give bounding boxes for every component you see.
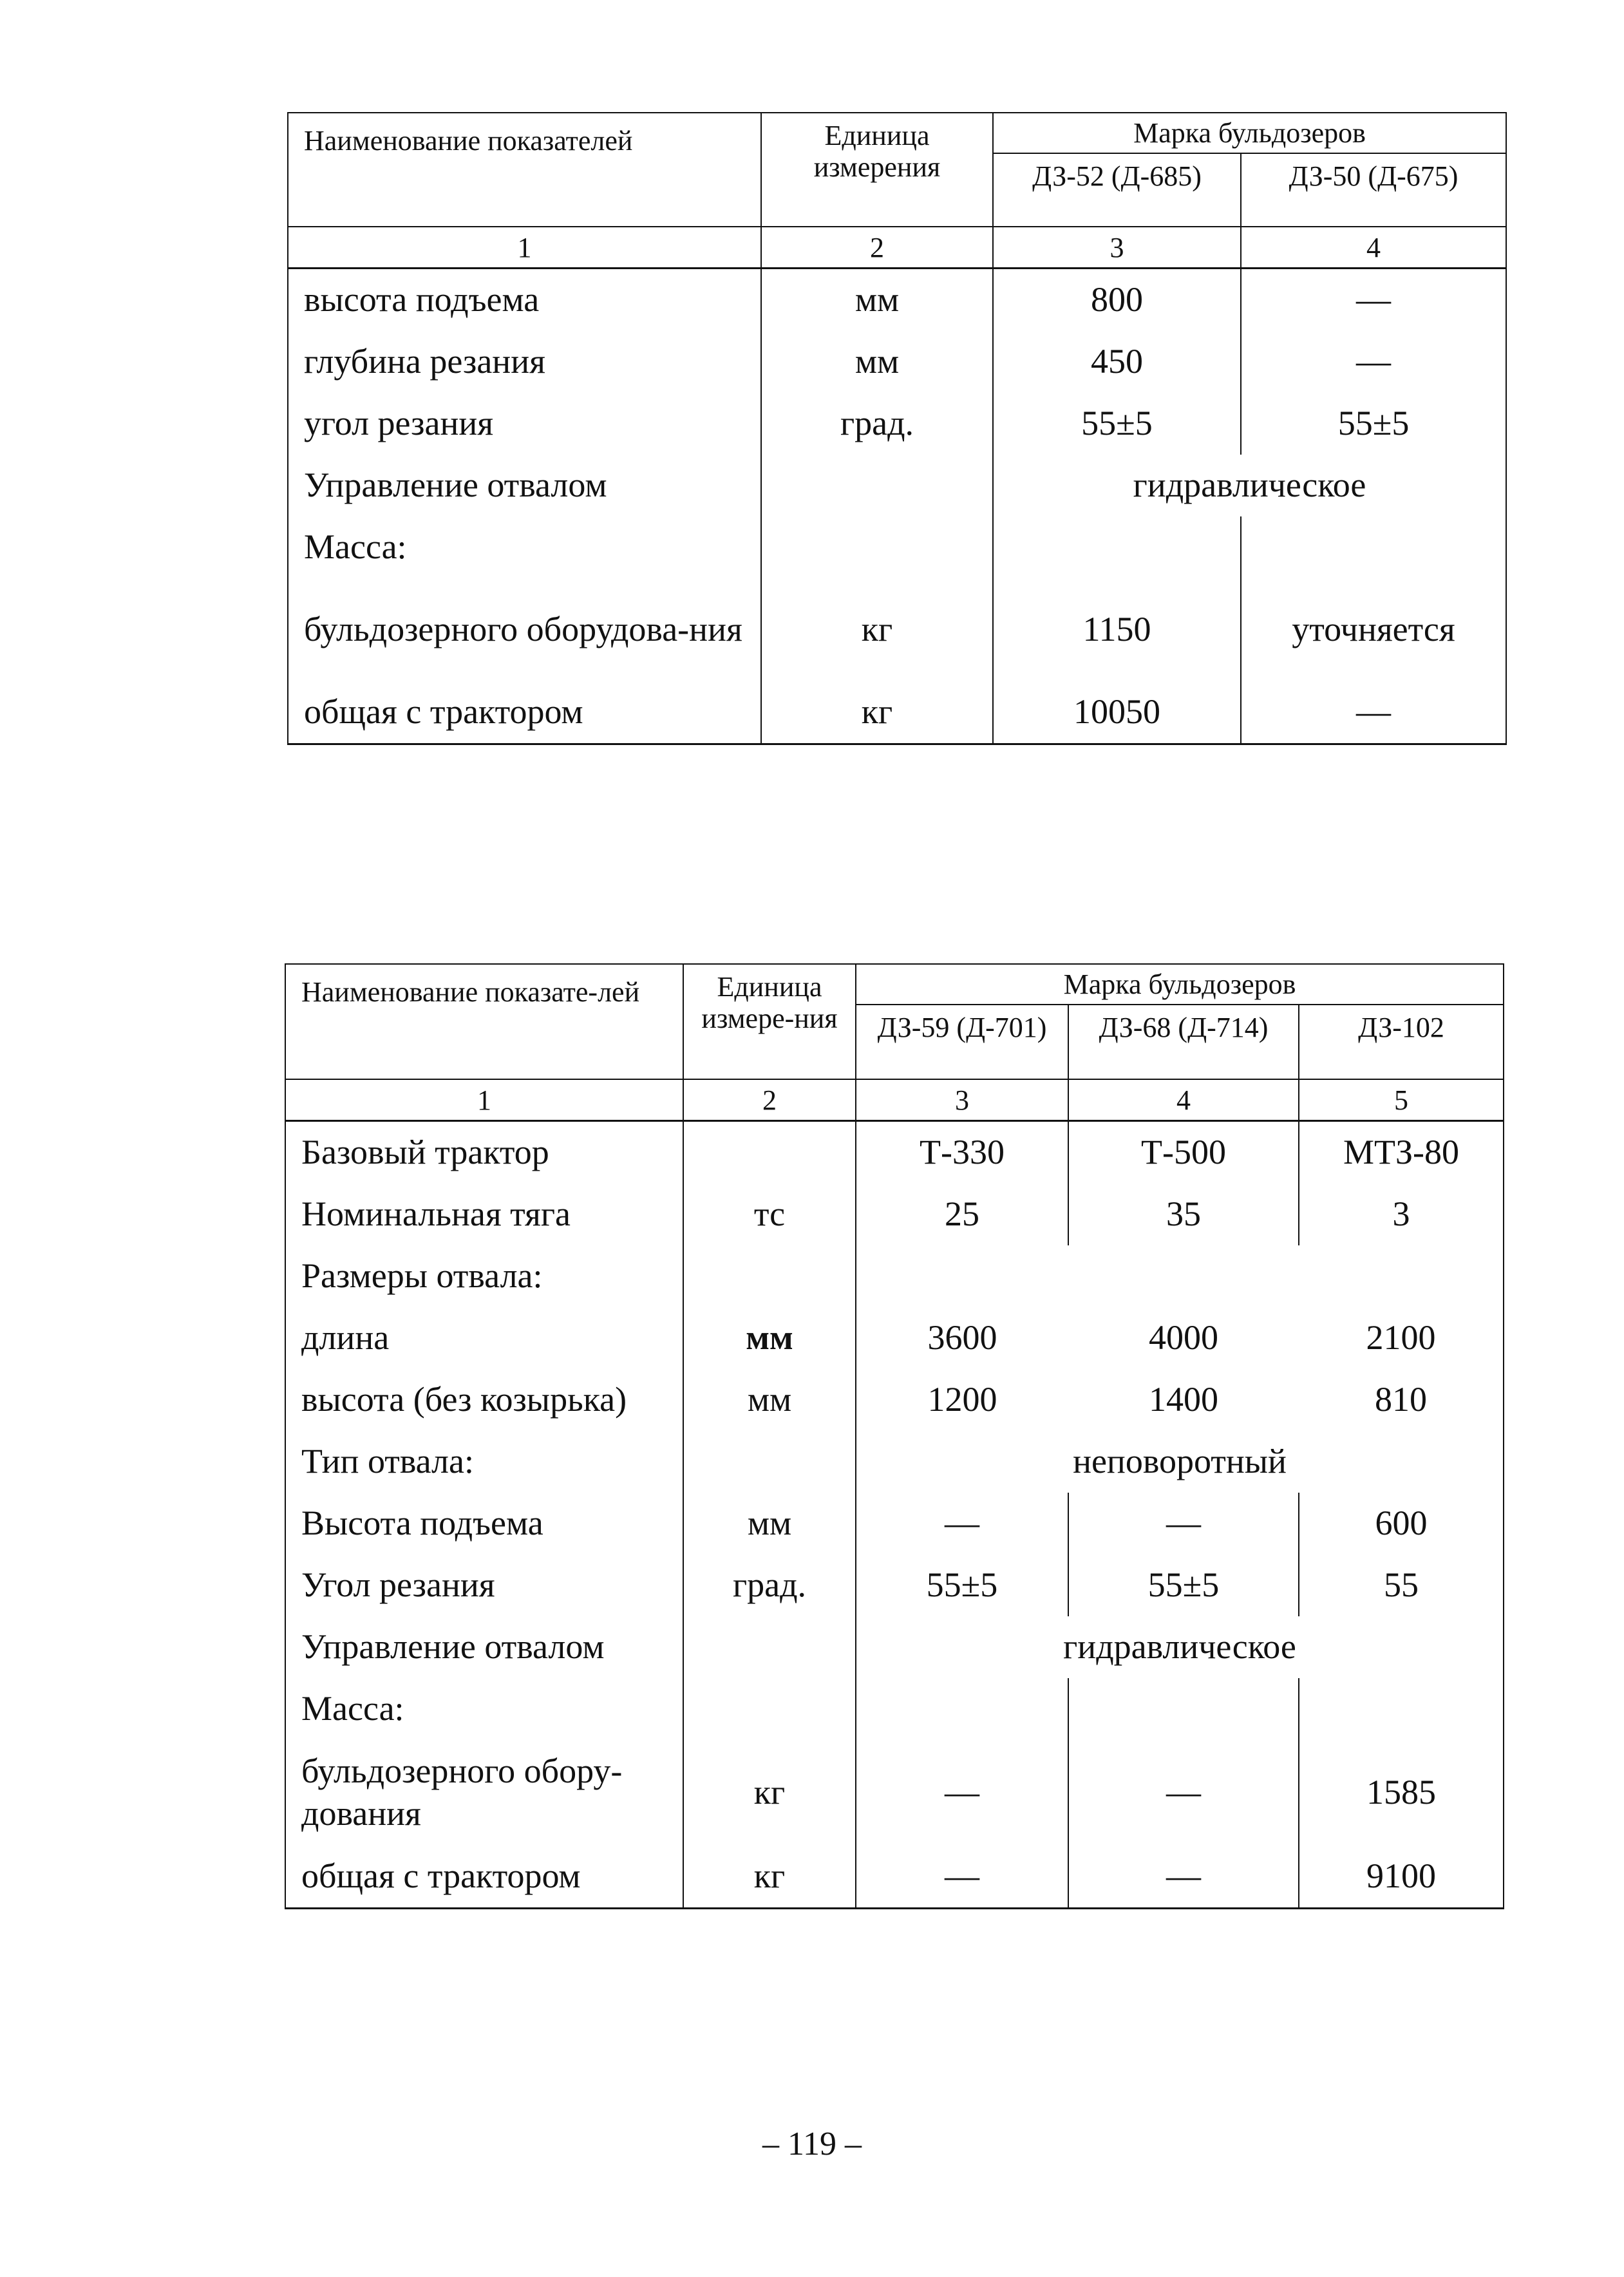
table-row <box>285 1493 1504 1554</box>
row-label: Масса: <box>288 516 761 578</box>
column-number: 2 <box>683 1079 856 1121</box>
row-unit <box>683 1678 856 1740</box>
row-unit <box>683 1431 856 1493</box>
header-model: ДЗ-59 (Д-701) <box>856 1005 1068 1079</box>
column-number: 4 <box>1068 1079 1299 1121</box>
row-unit <box>683 1616 856 1678</box>
table-row <box>285 1554 1504 1616</box>
row-value: — <box>1241 681 1506 744</box>
row-value: 55 <box>1299 1554 1504 1616</box>
header-brand-group: Марка бульдозеров <box>993 113 1506 153</box>
row-value: — <box>856 1740 1068 1846</box>
table-row <box>288 331 1506 393</box>
column-number: 5 <box>1299 1079 1504 1121</box>
row-value: 810 <box>1299 1369 1504 1431</box>
row-label: Управление отвалом <box>288 455 761 516</box>
table-row <box>285 1121 1504 1184</box>
column-number: 2 <box>761 227 993 269</box>
table-row <box>285 1740 1504 1846</box>
row-value: 35 <box>1068 1184 1299 1245</box>
row-label: Номинальная тяга <box>285 1184 683 1245</box>
row-value <box>993 516 1241 578</box>
row-value: Т-330 <box>856 1121 1068 1184</box>
row-label: бульдозерного оборудова-ния <box>288 578 761 681</box>
column-number: 1 <box>285 1079 683 1121</box>
row-value: 1150 <box>993 578 1241 681</box>
row-label: угол резания <box>288 393 761 455</box>
row-value: 9100 <box>1299 1846 1504 1909</box>
table-row <box>288 681 1506 744</box>
row-unit: мм <box>761 331 993 393</box>
row-value: 1400 <box>1149 1380 1218 1419</box>
row-value: — <box>1241 269 1506 332</box>
row-unit: кг <box>761 578 993 681</box>
row-value <box>1299 1245 1504 1307</box>
table-row <box>285 1307 1504 1369</box>
row-value: 25 <box>856 1184 1068 1245</box>
row-label: Угол резания <box>285 1554 683 1616</box>
row-label: Размеры отвала: <box>285 1245 683 1307</box>
row-value: — <box>1068 1740 1299 1846</box>
row-unit: мм <box>761 269 993 332</box>
row-unit: кг <box>683 1846 856 1909</box>
row-unit: кг <box>761 681 993 744</box>
column-number: 3 <box>856 1079 1068 1121</box>
row-value: 3600 <box>856 1307 1068 1369</box>
row-value: — <box>1068 1493 1299 1554</box>
row-value: 1585 <box>1299 1740 1504 1846</box>
page-number: – 119 – <box>762 2126 862 2162</box>
row-label: общая с трактором <box>285 1846 683 1909</box>
table-row <box>288 269 1506 332</box>
row-value: 55±5 <box>1241 393 1506 455</box>
row-value: — <box>856 1493 1068 1554</box>
header-name-column: Наименование показате-лей <box>285 964 683 1079</box>
row-value <box>1068 1678 1299 1740</box>
header-brand-group: Марка бульдозеров <box>856 964 1504 1005</box>
header-unit-column: Единица измерения <box>761 113 993 227</box>
table-row <box>288 516 1506 578</box>
row-value: 55±5 <box>1068 1554 1299 1616</box>
row-value <box>856 1678 1068 1740</box>
table-row <box>288 393 1506 455</box>
row-value: уточняется <box>1241 578 1506 681</box>
row-value: 800 <box>993 269 1241 332</box>
row-unit: кг <box>683 1740 856 1846</box>
row-value: 1200 <box>856 1369 1068 1431</box>
row-label: высота подъема <box>288 269 761 332</box>
row-unit <box>683 1121 856 1184</box>
header-model: ДЗ-52 (Д-685) <box>993 153 1241 227</box>
row-unit: град. <box>683 1554 856 1616</box>
row-unit: град. <box>761 393 993 455</box>
row-label: Масса: <box>285 1678 683 1740</box>
row-label: Высота подъема <box>285 1493 683 1554</box>
row-value <box>856 1245 1068 1307</box>
table-row <box>285 1245 1504 1307</box>
row-label: высота (без козырька) <box>285 1369 683 1431</box>
column-number: 4 <box>1241 227 1506 269</box>
row-unit <box>761 455 993 516</box>
row-value: 2100 <box>1299 1307 1504 1369</box>
table-row <box>288 455 1506 516</box>
row-merged-value: гидравлическое <box>993 455 1506 516</box>
row-label: Управление отвалом <box>285 1616 683 1678</box>
table-2 <box>285 963 1504 1909</box>
row-value: 4000 <box>1149 1318 1218 1357</box>
row-value: Т-500 <box>1068 1121 1299 1184</box>
row-label: Базовый трактор <box>285 1121 683 1184</box>
row-unit <box>761 516 993 578</box>
row-unit: мм <box>683 1369 856 1431</box>
row-merged-value: неповоротный <box>856 1431 1504 1493</box>
row-value: 55±5 <box>856 1554 1068 1616</box>
column-number: 3 <box>993 227 1241 269</box>
row-value <box>1299 1678 1504 1740</box>
row-unit: мм <box>683 1493 856 1554</box>
header-model: ДЗ-50 (Д-675) <box>1241 153 1506 227</box>
row-value <box>1241 516 1506 578</box>
row-label: глубина резания <box>288 331 761 393</box>
row-value: 55±5 <box>993 393 1241 455</box>
table-row <box>285 1616 1504 1678</box>
header-name-column: Наименование показателей <box>288 113 761 227</box>
row-label: Тип отвала: <box>285 1431 683 1493</box>
row-value: — <box>1241 331 1506 393</box>
row-label: общая с трактором <box>288 681 761 744</box>
row-value: 3 <box>1299 1184 1504 1245</box>
row-label: длина <box>285 1307 683 1369</box>
row-unit <box>683 1245 856 1307</box>
table-1 <box>287 112 1507 745</box>
row-unit: тс <box>683 1184 856 1245</box>
row-value: 450 <box>993 331 1241 393</box>
table-row <box>288 578 1506 681</box>
row-value: 10050 <box>993 681 1241 744</box>
row-merged-value: гидравлическое <box>856 1616 1504 1678</box>
table-row <box>285 1431 1504 1493</box>
row-value: — <box>1068 1846 1299 1909</box>
column-number: 1 <box>288 227 761 269</box>
row-value: — <box>856 1846 1068 1909</box>
row-value: 600 <box>1299 1493 1504 1554</box>
header-model: ДЗ-102 <box>1299 1005 1504 1079</box>
table-row <box>285 1184 1504 1245</box>
header-model: ДЗ-68 (Д-714) <box>1068 1005 1299 1079</box>
row-value: МТЗ-80 <box>1299 1121 1504 1184</box>
table-row <box>285 1369 1504 1431</box>
row-unit: мм <box>683 1307 856 1369</box>
row-value <box>1068 1245 1299 1307</box>
table-row <box>285 1846 1504 1909</box>
header-unit-column: Единица измере-ния <box>683 964 856 1079</box>
table-row <box>285 1678 1504 1740</box>
row-label: бульдозерного обору-дования <box>285 1740 683 1846</box>
